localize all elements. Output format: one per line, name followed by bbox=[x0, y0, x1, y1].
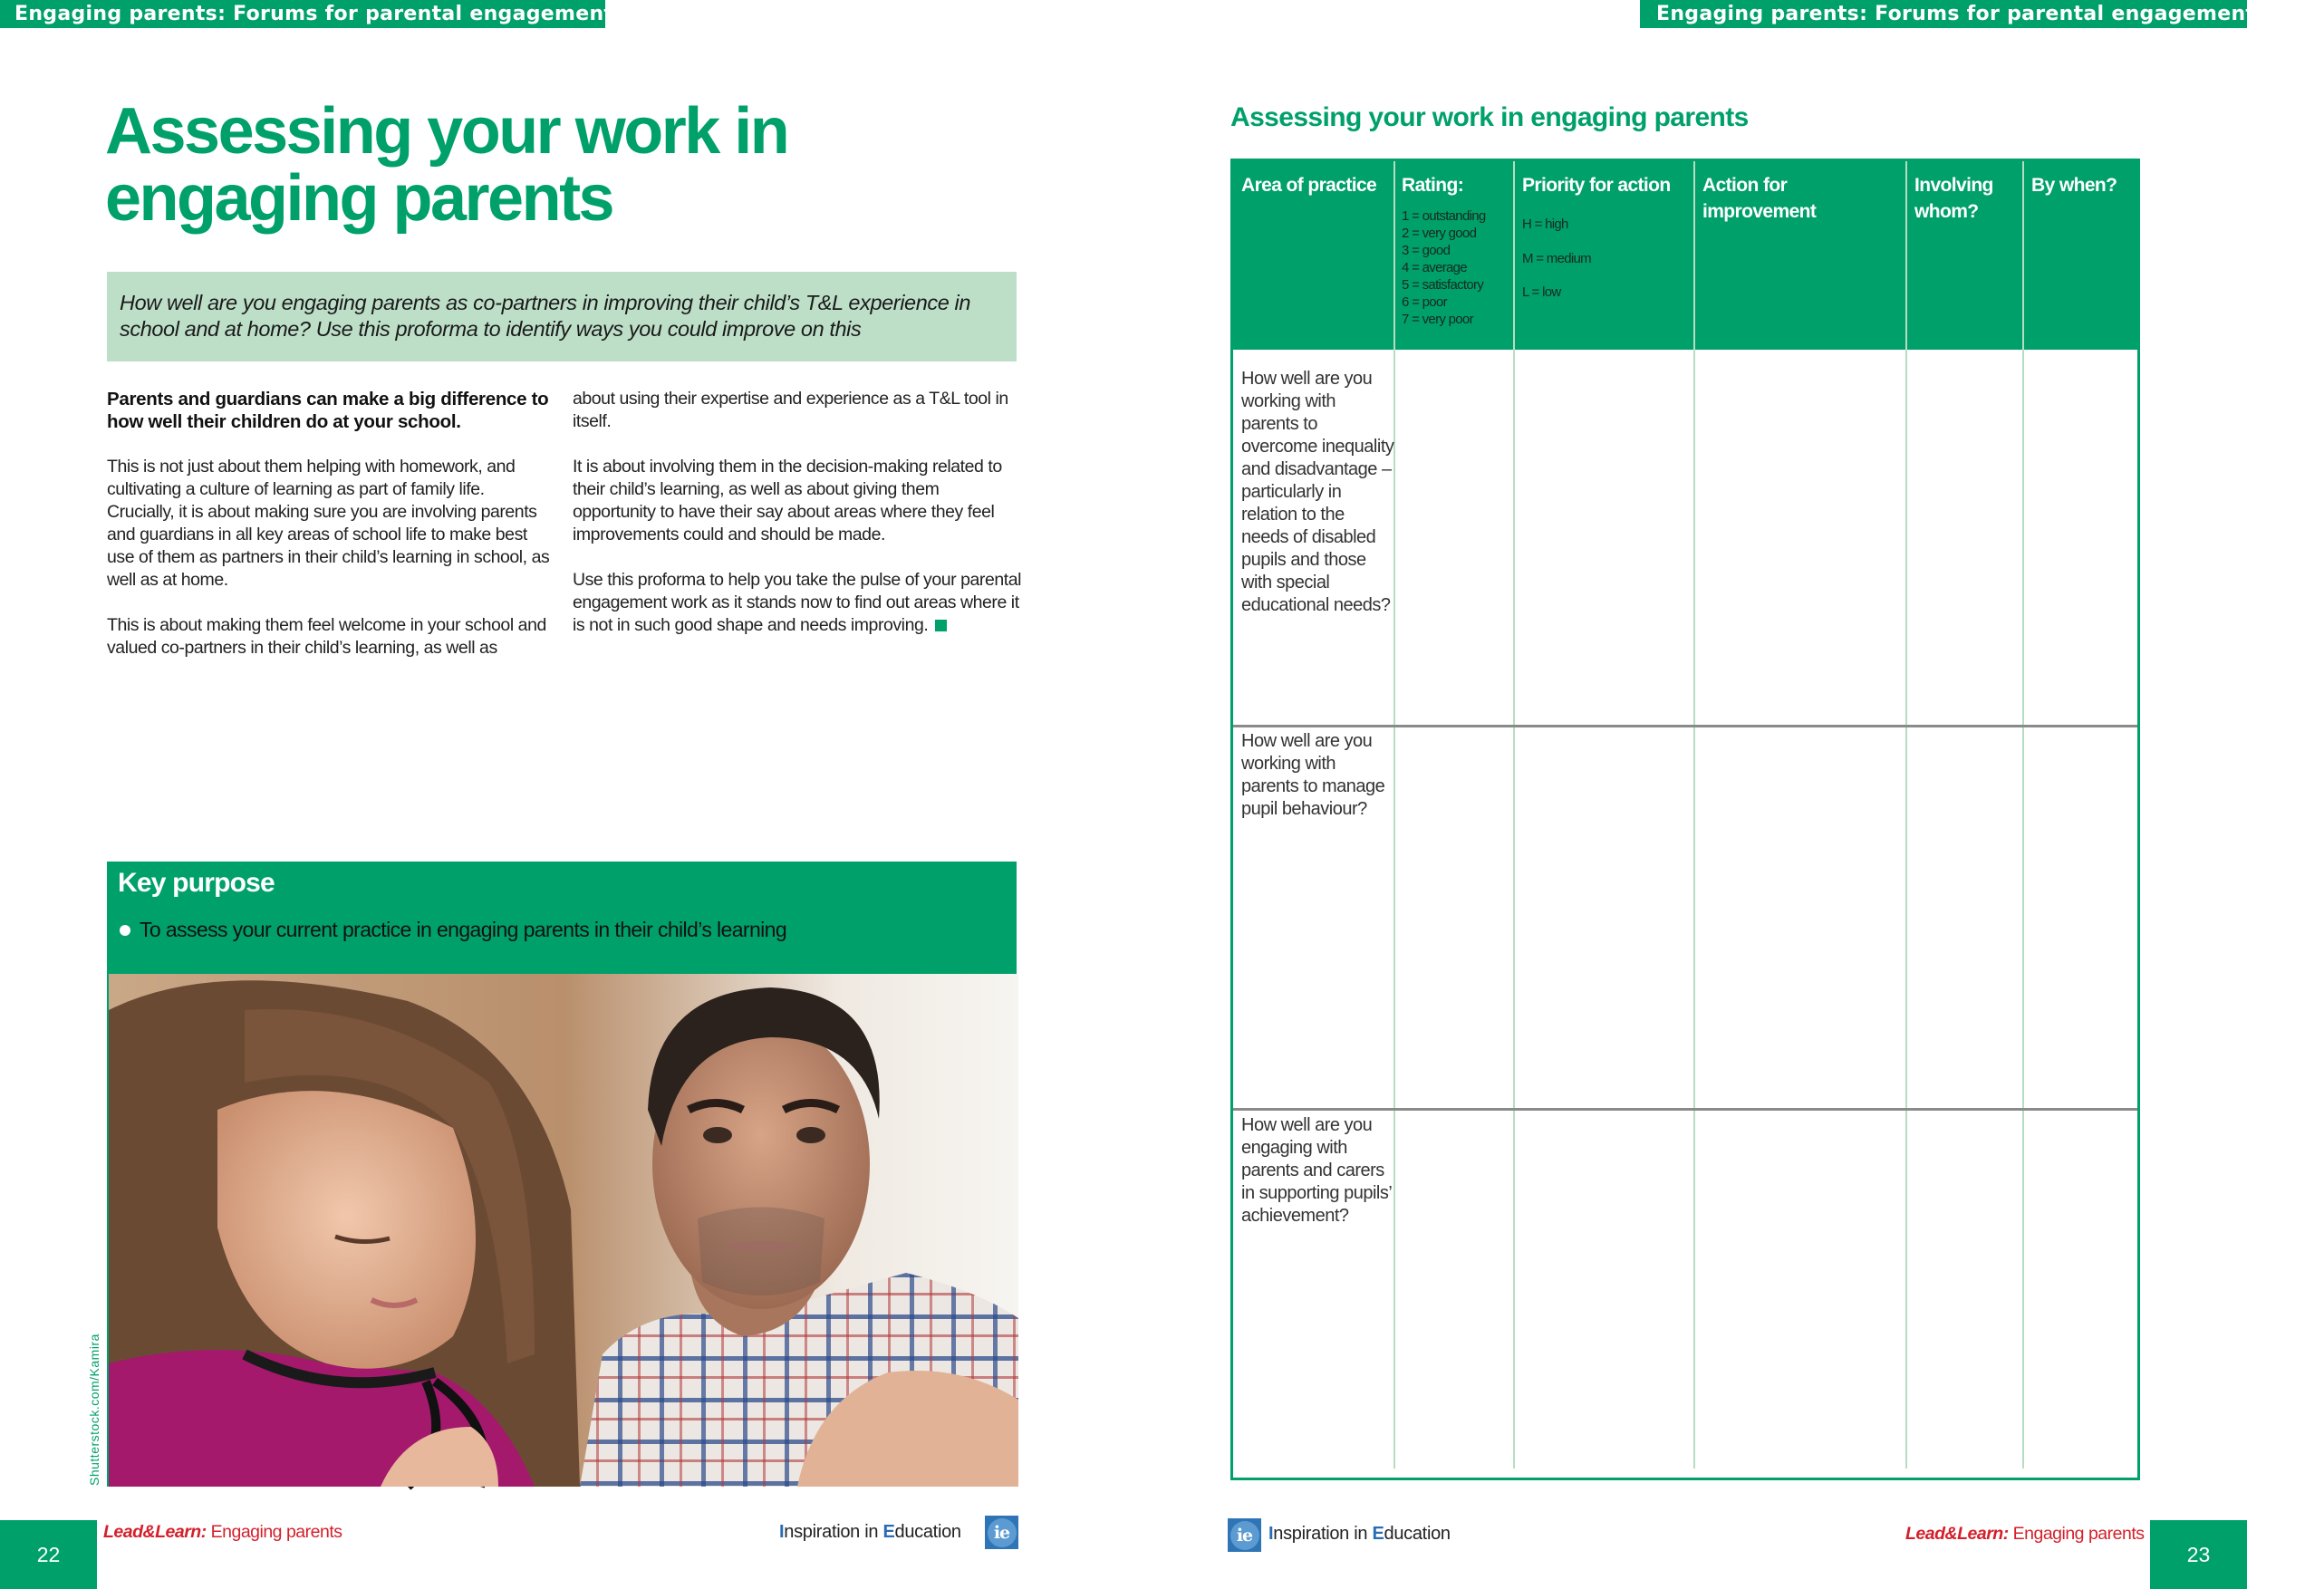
ie-wordmark-left bbox=[779, 1522, 961, 1543]
column-header-by-when: By when? bbox=[2031, 175, 2117, 196]
key-purpose-panel bbox=[107, 862, 1017, 975]
table-row-area-2: How well are you working with parents to manage pupil behaviour? bbox=[1241, 731, 1385, 819]
rating-scale-item: 5 = satisfactory bbox=[1402, 277, 1484, 293]
table-row-area-3: How well are you engaging with parents and carers in supporting pupils’ achievement? bbox=[1241, 1115, 1392, 1226]
rating-scale-item: 7 = very poor bbox=[1402, 312, 1473, 327]
running-header-left: Engaging parents: Forums for parental engagement TOOL bbox=[0, 0, 605, 28]
ie-text-end: ducation bbox=[894, 1522, 961, 1542]
end-mark-icon bbox=[935, 620, 947, 631]
body-paragraph-text: Use this proforma to help you take the pulse of your parental engagement work as it stands now to find out areas where it is not in such good shape and needs improving. bbox=[573, 570, 1022, 635]
ie-text-end: ducation bbox=[1384, 1524, 1451, 1544]
ie-initial-i: I bbox=[1268, 1524, 1274, 1544]
publication-brand-left bbox=[103, 1522, 342, 1543]
rating-scale-item: 2 = very good bbox=[1402, 226, 1477, 241]
column-header-priority: Priority for action bbox=[1522, 175, 1671, 196]
key-purpose-item bbox=[120, 918, 786, 942]
priority-scale-item: H = high bbox=[1522, 217, 1568, 232]
key-purpose-title: Key purpose bbox=[118, 868, 275, 898]
publication-brand-right bbox=[1905, 1524, 2145, 1545]
column-header-action: Action for improvement bbox=[1702, 175, 1817, 222]
assessment-table bbox=[1230, 159, 2140, 1480]
rating-scale bbox=[1402, 207, 1510, 328]
brand-section: Engaging parents bbox=[2008, 1524, 2145, 1544]
rating-scale-item: 6 = poor bbox=[1402, 294, 1447, 310]
ie-logo-text: ie bbox=[988, 1518, 1017, 1547]
rating-scale-item: 1 = outstanding bbox=[1402, 208, 1486, 224]
column-header-involving: Involving whom? bbox=[1914, 175, 1993, 222]
table-title: Assessing your work in engaging parents bbox=[1230, 102, 1749, 132]
priority-scale bbox=[1522, 207, 1685, 310]
brand-name: Lead&Learn: bbox=[1905, 1524, 2009, 1544]
body-paragraph: This is not just about them helping with homework, and cultivating a culture of learning as part of family life. Crucially, it is about making sure you are involving parents and guardians in all key areas of school life to make best use of them as partners in their child’s learning in school, as well as at home. bbox=[107, 457, 550, 590]
body-paragraph: This is about making them feel welcome in your school and valued co-partners in their child’s learning, as well as bbox=[107, 615, 546, 658]
ie-logo-icon bbox=[1228, 1518, 1261, 1552]
ie-wordmark-right bbox=[1268, 1524, 1451, 1545]
column-header-area: Area of practice bbox=[1241, 175, 1377, 196]
column-divider bbox=[1513, 161, 1515, 1469]
ie-logo-icon bbox=[985, 1516, 1018, 1549]
photo-illustration bbox=[109, 974, 1018, 1487]
ie-initial-e: E bbox=[882, 1522, 895, 1542]
row-divider bbox=[1233, 725, 2137, 727]
photo-credit: Shutterstock.com/Kamira bbox=[87, 1334, 101, 1486]
brand-section: Engaging parents bbox=[206, 1522, 342, 1542]
body-paragraph: about using their expertise and experience as a T&L tool in itself. bbox=[573, 389, 1008, 431]
ie-initial-e: E bbox=[1372, 1524, 1384, 1544]
column-divider bbox=[2022, 161, 2024, 1469]
running-header-right: Engaging parents: Forums for parental engagement TOOL bbox=[1640, 0, 2247, 28]
page-number-left: 22 bbox=[0, 1520, 97, 1589]
key-purpose-text: To assess your current practice in engaging parents in their child’s learning bbox=[140, 918, 787, 941]
column-divider bbox=[1693, 161, 1695, 1469]
body-column-left bbox=[107, 388, 551, 682]
table-row-area-1: How well are you working with parents to overcome inequality and disadvantage – particularly in relation to the needs of disabled pupils and those with special educational needs? bbox=[1241, 369, 1394, 615]
rating-scale-item: 4 = average bbox=[1402, 260, 1467, 275]
column-divider bbox=[1905, 161, 1907, 1469]
page-title-line-2: engaging parents bbox=[105, 162, 613, 235]
intro-standfirst: How well are you engaging parents as co-partners in improving their child’s T&L experience in school and at home? Use this proforma to identify ways you could improve on this bbox=[107, 272, 1017, 361]
body-paragraph-final bbox=[573, 569, 1026, 637]
rating-scale-item: 3 = good bbox=[1402, 243, 1451, 258]
column-header-rating: Rating: bbox=[1402, 175, 1464, 196]
ie-logo-text: ie bbox=[1230, 1521, 1259, 1550]
photo-parent-and-child bbox=[107, 974, 1017, 1487]
lead-paragraph: Parents and guardians can make a big difference to how well their children do at your school. bbox=[107, 389, 549, 432]
ie-text-mid: nspiration in bbox=[784, 1522, 883, 1542]
ie-initial-i: I bbox=[779, 1522, 785, 1542]
priority-scale-item: L = low bbox=[1522, 284, 1561, 300]
page-title bbox=[105, 95, 1011, 235]
priority-scale-item: M = medium bbox=[1522, 250, 1591, 266]
page-number-right: 23 bbox=[2150, 1520, 2247, 1589]
body-paragraph: It is about involving them in the decision-making related to their child’s learning, as well as about giving them opportunity to have their say about areas where they feel improvements could and should be made. bbox=[573, 457, 1002, 544]
row-divider bbox=[1233, 1108, 2137, 1111]
ie-text-mid: nspiration in bbox=[1273, 1524, 1373, 1544]
bullet-icon bbox=[120, 925, 130, 936]
page-title-line-1: Assessing your work in bbox=[105, 95, 788, 168]
body-column-right bbox=[573, 388, 1026, 660]
brand-name: Lead&Learn: bbox=[103, 1522, 207, 1542]
